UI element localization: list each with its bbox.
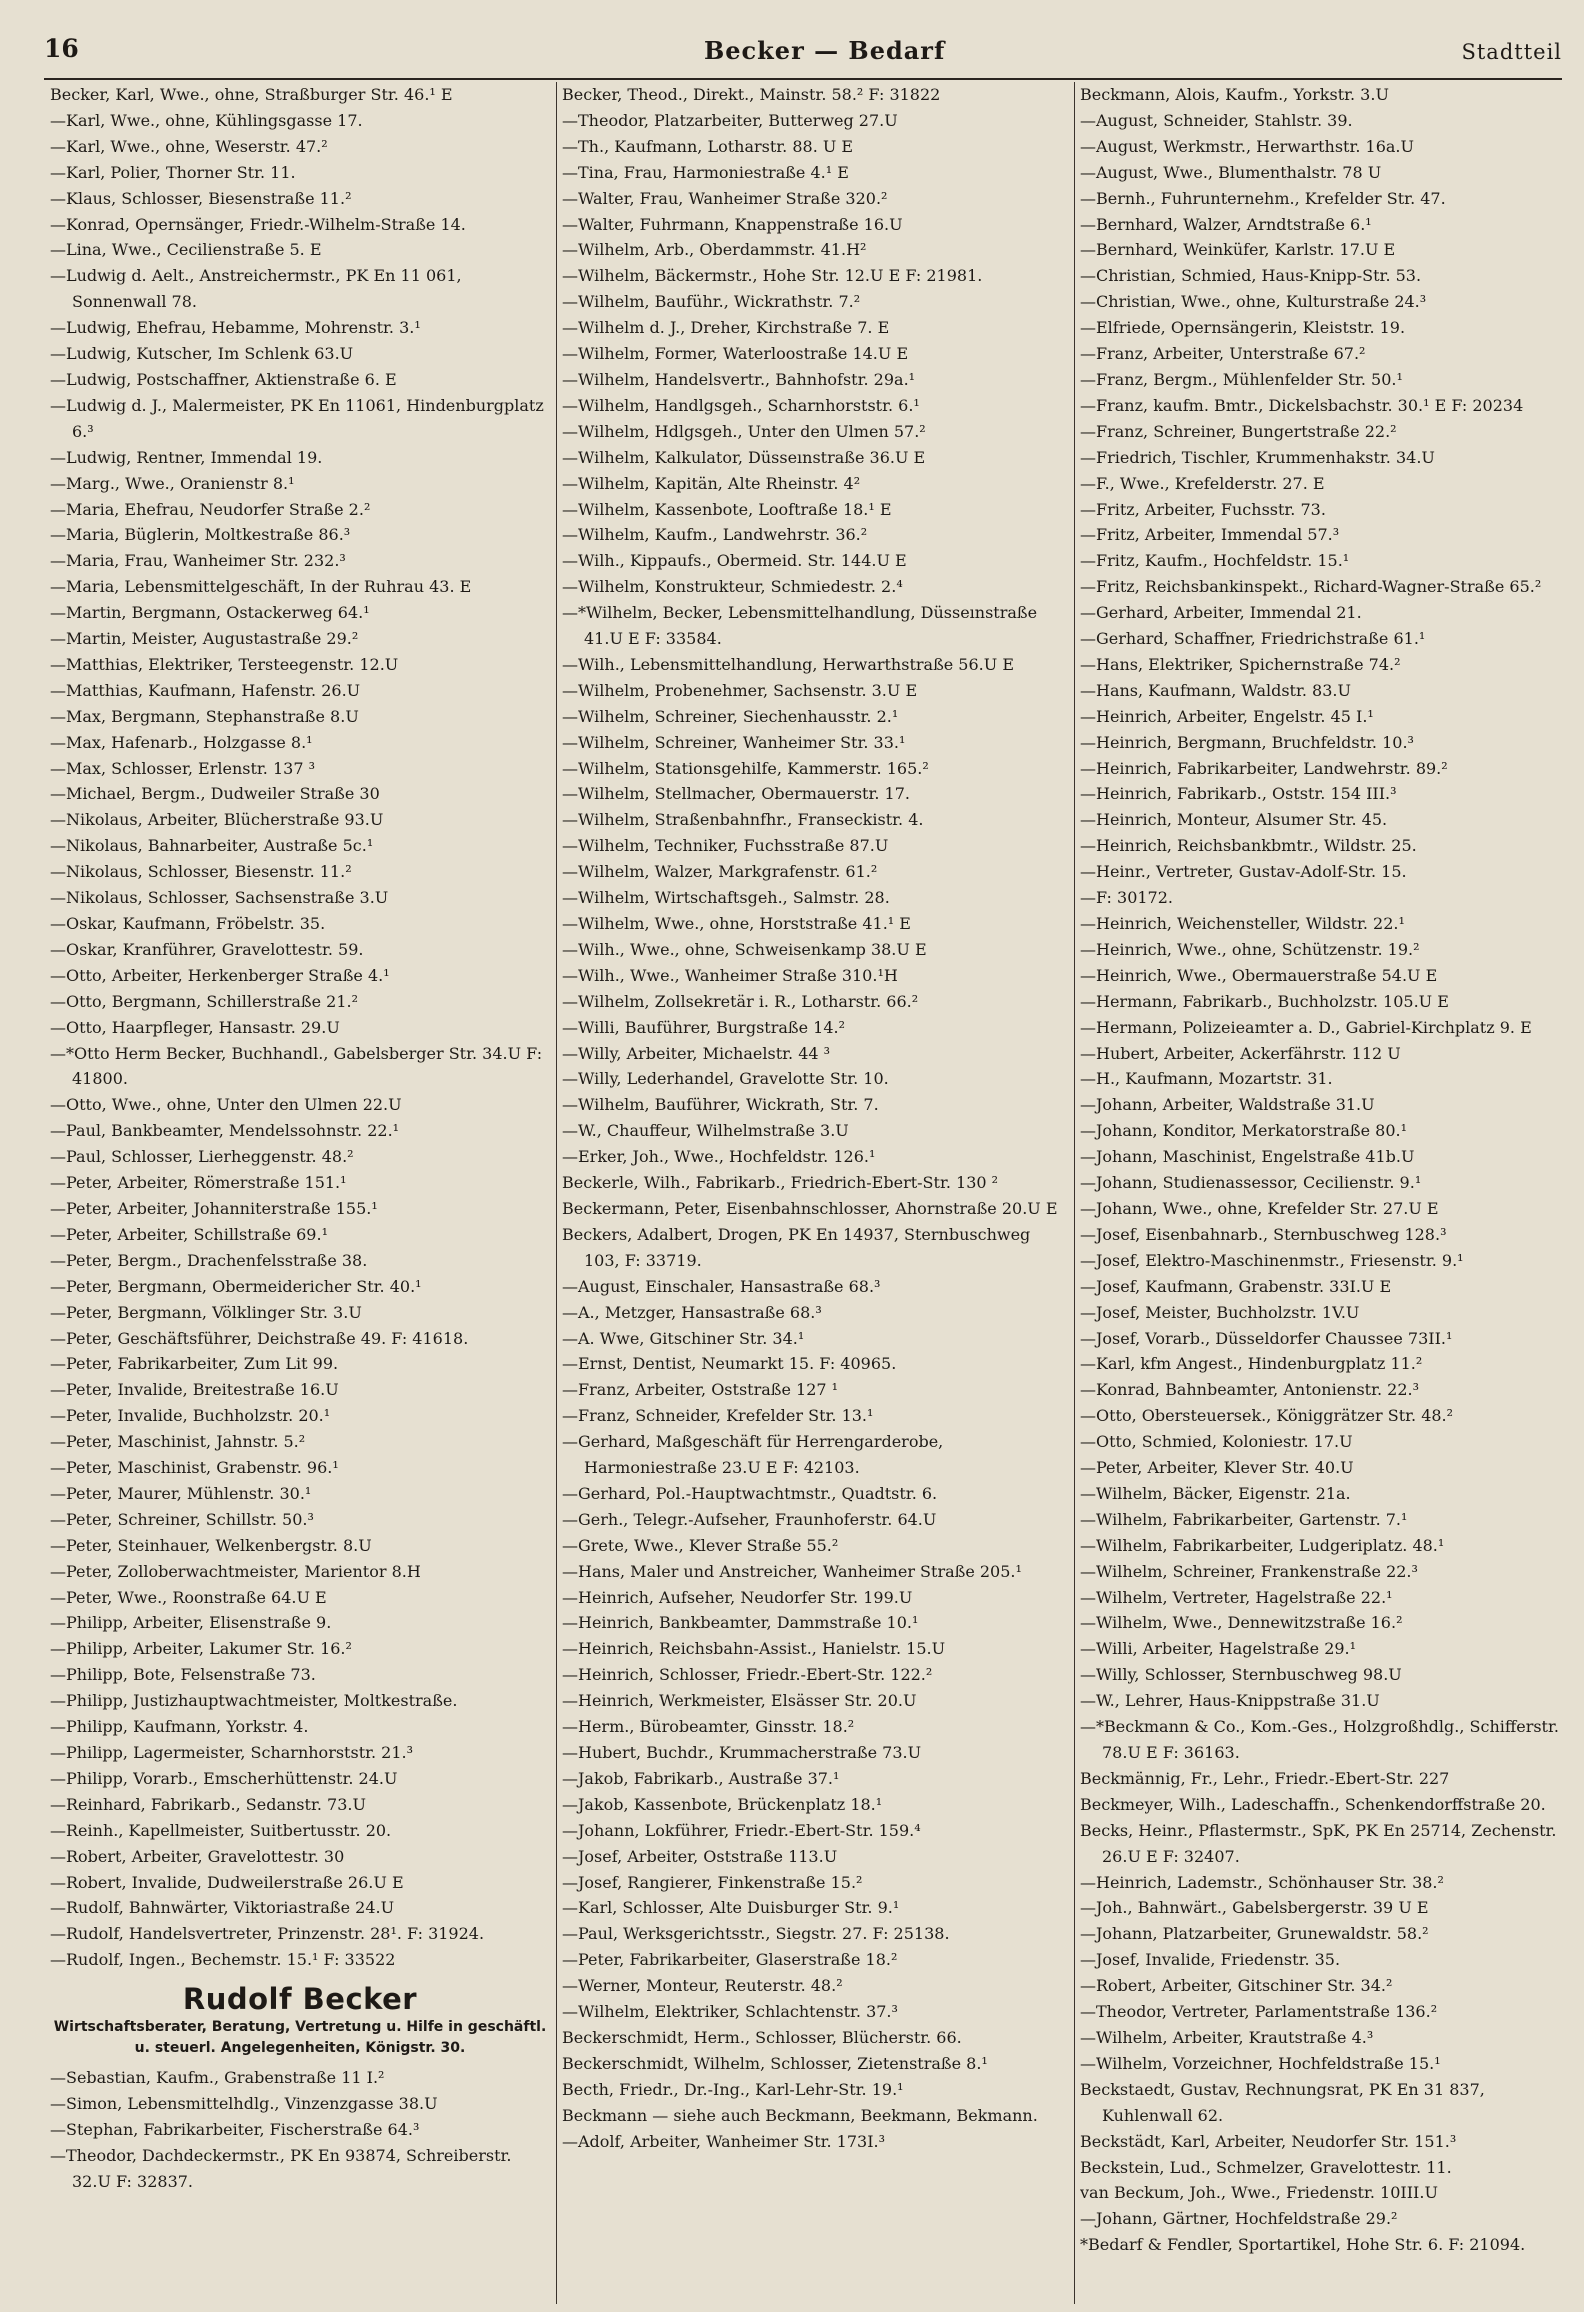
column-1 — [44, 82, 557, 2304]
directory-entry: —Gerhard, Arbeiter, Immendal 21. — [1080, 603, 1362, 623]
directory-entry: —Wilhelm, Walzer, Markgrafenstr. 61.² — [562, 862, 878, 882]
directory-entry: —Johann, Studienassessor, Cecilienstr. 9.¹ — [1080, 1173, 1422, 1193]
directory-entry: —Walter, Fuhrmann, Knappenstraße 16.U — [562, 214, 903, 234]
directory-entry: —Maria, Ehefrau, Neudorfer Straße 2.² — [50, 499, 371, 519]
directory-entry: —H., Kaufmann, Mozartstr. 31. — [1080, 1069, 1333, 1089]
directory-entry: —Philipp, Arbeiter, Lakumer Str. 16.² — [50, 1639, 352, 1659]
directory-entry: —Ludwig, Ehefrau, Hebamme, Mohrenstr. 3.¹ — [50, 318, 421, 338]
directory-entry: —Willi, Arbeiter, Hagelstraße 29.¹ — [1080, 1639, 1357, 1659]
directory-entry: —Erker, Joh., Wwe., Hochfeldstr. 126.¹ — [562, 1147, 876, 1167]
directory-entry: —Hermann, Fabrikarb., Buchholzstr. 105.U E — [1080, 991, 1449, 1011]
directory-entry: —Wilhelm, Arbeiter, Krautstraße 4.³ — [1080, 2027, 1374, 2047]
directory-entry: —Josef, Rangierer, Finkenstraße 15.² — [562, 1872, 863, 1892]
section-label: Stadtteil — [1461, 40, 1562, 64]
directory-entry: —Heinrich, Weichensteller, Wildstr. 22.¹ — [1080, 914, 1405, 933]
directory-entry: —Werner, Monteur, Reuterstr. 48.² — [562, 1976, 843, 1996]
directory-entry: —Michael, Bergm., Dudweiler Straße 30 — [50, 784, 380, 804]
directory-entry: —Franz, Arbeiter, Oststraße 127 ¹ — [562, 1380, 839, 1400]
directory-entry: —Reinh., Kapellmeister, Suitbertusstr. 20. — [50, 1820, 392, 1840]
directory-entry: —Peter, Maschinist, Jahnstr. 5.² — [50, 1432, 306, 1452]
directory-entry: —Simon, Lebensmittelhdlg., Vinzenzgasse 38.U — [50, 2094, 438, 2114]
directory-entry: Beckmeyer, Wilh., Ladeschaffn., Schenkendorffstraße 20. — [1080, 1794, 1546, 1814]
directory-entry: —Peter, Arbeiter, Römerstraße 151.¹ — [50, 1173, 347, 1193]
directory-entry: —Josef, Invalide, Friedenstr. 35. — [1080, 1950, 1341, 1970]
directory-entry: —Konrad, Opernsänger, Friedr.-Wilhelm-Straße 14. — [50, 214, 466, 234]
directory-entry: —Maria, Lebensmittelgeschäft, In der Ruhrau 43. E — [50, 577, 472, 597]
directory-entry: —W., Chauffeur, Wilhelmstraße 3.U — [562, 1121, 849, 1141]
directory-entry: Beckstädt, Karl, Arbeiter, Neudorfer Str. 151.³ — [1080, 2131, 1457, 2151]
directory-entry: Beckerschmidt, Wilhelm, Schlosser, Zietenstraße 8.¹ — [562, 2053, 988, 2073]
directory-entry: —Heinrich, Werkmeister, Elsässer Str. 20.U — [562, 1691, 917, 1711]
directory-entry: —Wilhelm, Bäckermstr., Hohe Str. 12.U E F: 21981. — [562, 266, 983, 286]
directory-entry: —Josef, Elektro-Maschinenmstr., Friesenstr. 9.¹ — [1080, 1250, 1464, 1270]
directory-entry: —Wilh., Wwe., Wanheimer Straße 310.¹H — [562, 965, 898, 985]
directory-entry: —Ludwig, Postschaffner, Aktienstraße 6. E — [50, 369, 397, 389]
directory-entry: —Otto, Wwe., ohne, Unter den Ulmen 22.U — [50, 1095, 402, 1115]
directory-entry: —Wilhelm, Kalkulator, Düsseınstraße 36.U E — [562, 447, 926, 467]
directory-entry: —Wilhelm, Straßenbahnfhr., Franseckistr. 4. — [562, 810, 924, 830]
page-header — [44, 34, 1562, 80]
directory-entry: —Peter, Invalide, Buchholzstr. 20.¹ — [50, 1406, 331, 1426]
directory-entry: —Theodor, Dachdeckermstr., PK En 93874, Schreiberstr. 32.U F: 32837. — [50, 2145, 512, 2191]
directory-entry: —Heinrich, Arbeiter, Engelstr. 45 I.¹ — [1080, 706, 1374, 726]
directory-entry: —A. Wwe, Gitschiner Str. 34.¹ — [562, 1328, 805, 1348]
directory-entry: —Johann, Konditor, Merkatorstraße 80.¹ — [1080, 1121, 1407, 1141]
directory-entry: —Franz, Schreiner, Bungertstraße 22.² — [1080, 421, 1397, 441]
directory-entry: —Ernst, Dentist, Neumarkt 15. F: 40965. — [562, 1354, 897, 1374]
directory-entry: —Wilhelm, Former, Waterloostraße 14.U E — [562, 344, 909, 364]
directory-entry: Beckstein, Lud., Schmelzer, Gravelottestr. 11. — [1080, 2157, 1452, 2177]
directory-entry: —Josef, Eisenbahnarb., Sternbuschweg 128.³ — [1080, 1224, 1447, 1244]
directory-entry: —Jakob, Fabrikarb., Austraße 37.¹ — [562, 1768, 840, 1788]
directory-entry: —Philipp, Bote, Felsenstraße 73. — [50, 1665, 316, 1685]
directory-entry: —August, Schneider, Stahlstr. 39. — [1080, 110, 1353, 130]
directory-entry: —Hermann, Polizeieamter a. D., Gabriel-Kirchplatz 9. E — [1080, 1017, 1532, 1037]
directory-entry: —Johann, Arbeiter, Waldstraße 31.U — [1080, 1095, 1375, 1115]
directory-entry: —F: 30172. — [1080, 888, 1173, 908]
directory-entry: —F., Wwe., Krefelderstr. 27. E — [1080, 473, 1325, 493]
directory-entry: —Karl, Wwe., ohne, Kühlingsgasse 17. — [50, 110, 363, 130]
directory-entry: —Otto, Haarpfleger, Hansastr. 29.U — [50, 1017, 340, 1037]
directory-entry: —Elfriede, Opernsängerin, Kleiststr. 19. — [1080, 318, 1406, 338]
directory-entry: —Philipp, Kaufmann, Yorkstr. 4. — [50, 1717, 309, 1737]
directory-entry: —Wilhelm, Vertreter, Hagelstraße 22.¹ — [1080, 1587, 1393, 1607]
directory-entry: —Fritz, Arbeiter, Fuchsstr. 73. — [1080, 499, 1326, 519]
directory-entry: —Martin, Meister, Augustastraße 29.² — [50, 629, 359, 649]
directory-entry: —Philipp, Justizhauptwachtmeister, Moltkestraße. — [50, 1691, 458, 1711]
directory-entry: —Ludwig, Kutscher, Im Schlenk 63.U — [50, 344, 354, 364]
directory-entry: Beckers, Adalbert, Drogen, PK En 14937, Sternbuschweg 103, F: 33719. — [562, 1224, 1031, 1270]
directory-entry: —Wilh., Kippaufs., Obermeid. Str. 144.U E — [562, 551, 907, 571]
directory-entry: —Joh., Bahnwärt., Gabelsbergerstr. 39 U E — [1080, 1898, 1429, 1918]
directory-entry: —Peter, Arbeiter, Schillstraße 69.¹ — [50, 1224, 328, 1244]
directory-entry: —Wilhelm, Kassenbote, Looftraße 18.¹ E — [562, 499, 892, 519]
directory-entry: —Ludwig d. J., Malermeister, PK En 11061, Hindenburgplatz 6.³ — [50, 395, 544, 441]
directory-entry: —Josef, Vorarb., Düsseldorfer Chaussee 73II.¹ — [1080, 1328, 1453, 1348]
directory-entry: —Wilhelm, Schreiner, Wanheimer Str. 33.¹ — [562, 732, 906, 752]
directory-entry: Beckmann — siehe auch Beckmann, Beekmann, Bekmann. — [562, 2105, 1038, 2125]
directory-entry: —Hans, Elektriker, Spichernstraße 74.² — [1080, 654, 1401, 674]
directory-entry: —Paul, Werksgerichtsstr., Siegstr. 27. F: 25138. — [562, 1924, 950, 1944]
directory-entry: —Peter, Bergm., Drachenfelsstraße 38. — [50, 1250, 368, 1270]
directory-entry: —Heinrich, Schlosser, Friedr.-Ebert-Str. 122.² — [562, 1665, 933, 1685]
directory-entry: Becker, Theod., Direkt., Mainstr. 58.² F: 31822 — [562, 85, 941, 104]
directory-entry: —*Wilhelm, Becker, Lebensmittelhandlung, Düsseınstraße 41.U E F: 33584. — [562, 603, 1038, 649]
directory-entry: Becth, Friedr., Dr.-Ing., Karl-Lehr-Str. 19.¹ — [562, 2079, 904, 2099]
directory-entry: —Johann, Lokführer, Friedr.-Ebert-Str. 159.⁴ — [562, 1820, 921, 1840]
directory-entry: —Philipp, Vorarb., Emscherhüttenstr. 24.U — [50, 1768, 398, 1788]
directory-entry: —Reinhard, Fabrikarb., Sedanstr. 73.U — [50, 1794, 366, 1814]
directory-entry: —Willy, Arbeiter, Michaelstr. 44 ³ — [562, 1043, 831, 1063]
directory-entry: —Gerhard, Schaffner, Friedrichstraße 61.¹ — [1080, 629, 1426, 649]
directory-entry: —Johann, Maschinist, Engelstraße 41b.U — [1080, 1147, 1415, 1167]
directory-entry: —Theodor, Platzarbeiter, Butterweg 27.U — [562, 110, 898, 130]
directory-entry: —Herm., Bürobeamter, Ginsstr. 18.² — [562, 1717, 855, 1737]
directory-entry: —Hubert, Arbeiter, Ackerfährstr. 112 U — [1080, 1043, 1401, 1063]
directory-entry: —Wilhelm, Schreiner, Frankenstraße 22.³ — [1080, 1561, 1418, 1581]
directory-entry: —Robert, Arbeiter, Gravelottestr. 30 — [50, 1846, 345, 1866]
directory-entry: —Otto, Arbeiter, Herkenberger Straße 4.¹ — [50, 965, 390, 985]
directory-entry: —Wilhelm, Kaufm., Landwehrstr. 36.² — [562, 525, 868, 545]
directory-entry: —Walter, Frau, Wanheimer Straße 320.² — [562, 188, 888, 208]
directory-entry: —Hubert, Buchdr., Krummacherstraße 73.U — [562, 1743, 922, 1762]
directory-entry: —August, Werkmstr., Herwarthstr. 16a.U — [1080, 136, 1414, 156]
directory-entry: —Franz, Schneider, Krefelder Str. 13.¹ — [562, 1406, 874, 1426]
directory-entry: —Wilhelm, Wwe., ohne, Horststraße 41.¹ E — [562, 914, 911, 933]
directory-entry: —*Beckmann & Co., Kom.-Ges., Holzgroßhdlg., Schifferstr. 78.U E F: 36163. — [1080, 1717, 1559, 1762]
directory-entry: —Robert, Invalide, Dudweilerstraße 26.U E — [50, 1872, 404, 1892]
directory-entry: —Johann, Platzarbeiter, Grunewaldstr. 58.² — [1080, 1924, 1429, 1944]
directory-entry: —Hans, Kaufmann, Waldstr. 83.U — [1080, 680, 1351, 700]
directory-entry: —Wilhelm, Fabrikarbeiter, Gartenstr. 7.¹ — [1080, 1509, 1408, 1529]
directory-entry: —Franz, Bergm., Mühlenfelder Str. 50.¹ — [1080, 369, 1403, 389]
directory-entry: Becks, Heinr., Pflastermstr., SpK, PK En 25714, Zechenstr. 26.U E F: 32407. — [1080, 1820, 1557, 1866]
directory-entry: —Heinrich, Wwe., ohne, Schützenstr. 19.² — [1080, 939, 1420, 959]
directory-entry: *Bedarf & Fendler, Sportartikel, Hohe Str. 6. F: 21094. — [1080, 2235, 1526, 2255]
directory-entry: —Peter, Schreiner, Schillstr. 50.³ — [50, 1509, 314, 1529]
directory-entry: —Wilhelm, Bauführer, Wickrath, Str. 7. — [562, 1095, 879, 1115]
columns-container — [44, 82, 1562, 2312]
directory-entry: —Wilh., Wwe., ohne, Schweisenkamp 38.U E — [562, 939, 927, 959]
directory-entry: —Paul, Schlosser, Lierheggenstr. 48.² — [50, 1147, 354, 1167]
directory-entry: Beckerschmidt, Herm., Schlosser, Blücherstr. 66. — [562, 2027, 962, 2047]
directory-entry: —Peter, Invalide, Breitestraße 16.U — [50, 1380, 339, 1400]
directory-entry: —W., Lehrer, Haus-Knippstraße 31.U — [1080, 1691, 1380, 1711]
directory-entry: —Oskar, Kaufmann, Fröbelstr. 35. — [50, 914, 326, 933]
ad-name: Rudolf Becker — [182, 1982, 418, 2017]
directory-entry: —Heinr., Vertreter, Gustav-Adolf-Str. 15. — [1080, 862, 1407, 882]
directory-entry: —A., Metzger, Hansastraße 68.³ — [562, 1302, 822, 1322]
directory-entry: —Lina, Wwe., Cecilienstraße 5. E — [50, 240, 322, 260]
directory-entry: —Heinrich, Wwe., Obermauerstraße 54.U E — [1080, 965, 1438, 985]
directory-entry: —Heinrich, Lademstr., Schönhauser Str. 38.² — [1080, 1872, 1444, 1892]
column-3 — [1074, 82, 1584, 2258]
directory-entry: —Willy, Schlosser, Sternbuschweg 98.U — [1080, 1665, 1402, 1685]
directory-entry: —Wilhelm, Wirtschaftsgeh., Salmstr. 28. — [562, 888, 890, 908]
directory-entry: —Wilhelm, Bauführ., Wickrathstr. 7.² — [562, 292, 861, 312]
directory-entry: —Peter, Bergmann, Obermeidericher Str. 40.¹ — [50, 1276, 422, 1296]
ad-description: Wirtschaftsberater, Beratung, Vertretung u. Hilfe in geschäftl. u. steuerl. Angelegenheiten, Königstr. 30. — [53, 2019, 547, 2057]
directory-entry: —Wilhelm, Techniker, Fuchsstraße 87.U — [562, 836, 889, 856]
column-2 — [556, 82, 1075, 2304]
directory-entry: —Heinrich, Reichsbahn-Assist., Hanielstr. 15.U — [562, 1639, 946, 1659]
directory-entry: —Peter, Bergmann, Völklinger Str. 3.U — [50, 1302, 362, 1322]
directory-entry: —Rudolf, Handelsvertreter, Prinzenstr. 28¹. F: 31924. — [50, 1924, 485, 1944]
directory-entry: —Fritz, Reichsbankinspekt., Richard-Wagner-Straße 65.² — [1080, 577, 1542, 597]
directory-entry: Beckermann, Peter, Eisenbahnschlosser, Ahornstraße 20.U E — [562, 1198, 1058, 1218]
directory-entry: —Oskar, Kranführer, Gravelottestr. 59. — [50, 939, 364, 959]
directory-entry: —Peter, Maurer, Mühlenstr. 30.¹ — [50, 1483, 312, 1503]
directory-entry: —Wilhelm, Stellmacher, Obermauerstr. 17. — [562, 784, 910, 804]
directory-entry: —Maria, Frau, Wanheimer Str. 232.³ — [50, 551, 346, 571]
directory-entry: —Jakob, Kassenbote, Brückenplatz 18.¹ — [562, 1794, 883, 1814]
directory-entry: —Bernhard, Weinküfer, Karlstr. 17.U E — [1080, 240, 1396, 260]
directory-entry: —Wilhelm, Wwe., Dennewitzstraße 16.² — [1080, 1613, 1403, 1633]
directory-entry: —Wilhelm, Arb., Oberdammstr. 41.H² — [562, 240, 867, 260]
directory-entry: —Sebastian, Kaufm., Grabenstraße 11 I.² — [50, 2068, 385, 2088]
directory-entry: Beckerle, Wilh., Fabrikarb., Friedrich-Ebert-Str. 130 ² — [562, 1173, 999, 1193]
directory-entry: —Peter, Zolloberwachtmeister, Marientor 8.H — [50, 1561, 421, 1581]
directory-entry: —Grete, Wwe., Klever Straße 55.² — [562, 1535, 839, 1555]
directory-entry: —Heinrich, Aufseher, Neudorfer Str. 199.U — [562, 1587, 913, 1607]
directory-entry: —Franz, kaufm. Bmtr., Dickelsbachstr. 30.¹ E F: 20234 — [1080, 395, 1524, 415]
directory-entry: —Johann, Wwe., ohne, Krefelder Str. 27.U E — [1080, 1198, 1439, 1218]
directory-entry: —Wilhelm, Konstrukteur, Schmiedestr. 2.⁴ — [562, 577, 903, 597]
directory-entry: —Konrad, Bahnbeamter, Antonienstr. 22.³ — [1080, 1380, 1420, 1400]
page-number: 16 — [44, 34, 79, 63]
directory-entry: —Peter, Arbeiter, Klever Str. 40.U — [1080, 1458, 1354, 1478]
directory-entry: —Th., Kaufmann, Lotharstr. 88. U E — [562, 136, 854, 156]
directory-entry: —Heinrich, Bankbeamter, Dammstraße 10.¹ — [562, 1613, 919, 1633]
directory-entry: —Max, Hafenarb., Holzgasse 8.¹ — [50, 732, 313, 752]
directory-entry: —Gerhard, Maßgeschäft für Herrengarderobe, Harmoniestraße 23.U E F: 42103. — [562, 1432, 944, 1478]
directory-entry: —Bernhard, Walzer, Arndtstraße 6.¹ — [1080, 214, 1372, 234]
directory-entry: —Gerhard, Pol.-Hauptwachtmstr., Quadtstr. 6. — [562, 1483, 938, 1503]
directory-entry: —Matthias, Elektriker, Tersteegenstr. 12.U — [50, 654, 399, 674]
directory-entry: —Otto, Schmied, Koloniestr. 17.U — [1080, 1432, 1353, 1452]
directory-entry: —Bernh., Fuhrunternehm., Krefelder Str. 47. — [1080, 188, 1446, 208]
directory-entry: —Karl, Schlosser, Alte Duisburger Str. 9.¹ — [562, 1898, 900, 1918]
directory-entry: —Peter, Fabrikarbeiter, Zum Lit 99. — [50, 1354, 339, 1374]
directory-entry: —Josef, Arbeiter, Oststraße 113.U — [562, 1846, 838, 1866]
directory-entry: —Wilhelm, Fabrikarbeiter, Ludgeriplatz. 48.¹ — [1080, 1535, 1445, 1555]
directory-entry: —Otto, Obersteuersek., Königgrätzer Str. 48.² — [1080, 1406, 1454, 1426]
directory-entry: —Hans, Maler und Anstreicher, Wanheimer Straße 205.¹ — [562, 1561, 1022, 1581]
directory-entry: —Heinrich, Reichsbankbmtr., Wildstr. 25. — [1080, 836, 1417, 856]
directory-entry: —Wilhelm, Kapitän, Alte Rheinstr. 4² — [562, 473, 861, 493]
directory-entry: —Max, Schlosser, Erlenstr. 137 ³ — [50, 758, 316, 778]
directory-entry: —Nikolaus, Schlosser, Sachsenstraße 3.U — [50, 888, 389, 908]
directory-entry: —Gerh., Telegr.-Aufseher, Fraunhoferstr. 64.U — [562, 1509, 937, 1529]
directory-entry: —Fritz, Arbeiter, Immendal 57.³ — [1080, 525, 1340, 545]
directory-entry: —Karl, Wwe., ohne, Weserstr. 47.² — [50, 136, 328, 156]
directory-entry: —Nikolaus, Arbeiter, Blücherstraße 93.U — [50, 810, 384, 830]
directory-entry: —Wilhelm, Handlgsgeh., Scharnhorststr. 6.¹ — [562, 395, 920, 415]
directory-entry: —Peter, Maschinist, Grabenstr. 96.¹ — [50, 1458, 339, 1478]
directory-entry: —Ludwig d. Aelt., Anstreichermstr., PK En 11 061, Sonnenwall 78. — [50, 266, 462, 312]
directory-entry: —Wilhelm, Stationsgehilfe, Kammerstr. 165.² — [562, 758, 929, 778]
directory-entry: —Peter, Steinhauer, Welkenbergstr. 8.U — [50, 1535, 372, 1555]
directory-entry: —Martin, Bergmann, Ostackerweg 64.¹ — [50, 603, 370, 623]
directory-entry: —Karl, Polier, Thorner Str. 11. — [50, 162, 296, 182]
directory-entry: —Willy, Lederhandel, Gravelotte Str. 10. — [562, 1069, 889, 1089]
directory-entry: —Peter, Arbeiter, Johanniterstraße 155.¹ — [50, 1198, 378, 1218]
directory-entry: —Johann, Gärtner, Hochfeldstraße 29.² — [1080, 2209, 1398, 2229]
directory-entry: —Friedrich, Tischler, Krummenhakstr. 34.U — [1080, 447, 1435, 467]
directory-entry: —*Otto Herm Becker, Buchhandl., Gabelsberger Str. 34.U F: 41800. — [50, 1043, 543, 1089]
directory-entry: —Matthias, Kaufmann, Hafenstr. 26.U — [50, 680, 361, 700]
directory-entry: —Max, Bergmann, Stephanstraße 8.U — [50, 706, 359, 726]
directory-entry: —Klaus, Schlosser, Biesenstraße 11.² — [50, 188, 352, 208]
directory-entry: —Philipp, Lagermeister, Scharnhorststr. 21.³ — [50, 1743, 414, 1762]
directory-entry: —Josef, Meister, Buchholzstr. 1V.U — [1080, 1302, 1360, 1322]
advertisement-box — [50, 1981, 550, 2059]
directory-entry: —Marg., Wwe., Oranienstr 8.¹ — [50, 473, 295, 493]
directory-entry: —Maria, Büglerin, Moltkestraße 86.³ — [50, 525, 351, 545]
directory-entry: —Rudolf, Bahnwärter, Viktoriastraße 24.U — [50, 1898, 395, 1918]
directory-entry: —Stephan, Fabrikarbeiter, Fischerstraße 64.³ — [50, 2119, 420, 2139]
directory-entry: Becker, Karl, Wwe., ohne, Straßburger Str. 46.¹ E — [50, 85, 453, 104]
directory-entry: —Heinrich, Fabrikarbeiter, Landwehrstr. 89.² — [1080, 758, 1448, 778]
directory-entry: —Wilhelm, Bäcker, Eigenstr. 21a. — [1080, 1483, 1351, 1503]
directory-entry: —Heinrich, Bergmann, Bruchfeldstr. 10.³ — [1080, 732, 1414, 752]
directory-entry: —Nikolaus, Bahnarbeiter, Austraße 5c.¹ — [50, 836, 374, 856]
directory-entry: —Robert, Arbeiter, Gitschiner Str. 34.² — [1080, 1976, 1393, 1996]
directory-entry: —Willi, Bauführer, Burgstraße 14.² — [562, 1017, 845, 1037]
directory-entry: —Wilhelm, Handelsvertr., Bahnhofstr. 29a.¹ — [562, 369, 916, 389]
directory-entry: Beckmann, Alois, Kaufm., Yorkstr. 3.U — [1080, 85, 1389, 104]
directory-entry: —Christian, Schmied, Haus-Knipp-Str. 53. — [1080, 266, 1422, 286]
directory-entry: —Peter, Geschäftsführer, Deichstraße 49. F: 41618. — [50, 1328, 469, 1348]
directory-entry: —Wilh., Lebensmittelhandlung, Herwarthstraße 56.U E — [562, 654, 1014, 674]
directory-entry: —Wilhelm, Probenehmer, Sachsenstr. 3.U E — [562, 680, 918, 700]
directory-entry: —Josef, Kaufmann, Grabenstr. 33I.U E — [1080, 1276, 1392, 1296]
directory-entry: —Franz, Arbeiter, Unterstraße 67.² — [1080, 344, 1366, 364]
directory-entry: —Wilhelm d. J., Dreher, Kirchstraße 7. E — [562, 318, 890, 338]
directory-entry: —Tina, Frau, Harmoniestraße 4.¹ E — [562, 162, 849, 182]
directory-entry: —Wilhelm, Hdlgsgeh., Unter den Ulmen 57.² — [562, 421, 926, 441]
directory-entry: —Paul, Bankbeamter, Mendelssohnstr. 22.¹ — [50, 1121, 400, 1141]
directory-entry: —Wilhelm, Vorzeichner, Hochfeldstraße 15.¹ — [1080, 2053, 1441, 2073]
directory-entry: —Philipp, Arbeiter, Elisenstraße 9. — [50, 1613, 332, 1633]
directory-entry: —Karl, kfm Angest., Hindenburgplatz 11.² — [1080, 1354, 1423, 1374]
directory-entry: —Rudolf, Ingen., Bechemstr. 15.¹ F: 33522 — [50, 1950, 396, 1970]
directory-entry: —Adolf, Arbeiter, Wanheimer Str. 173I.³ — [562, 2131, 886, 2151]
directory-entry: —Wilhelm, Zollsekretär i. R., Lotharstr. 66.² — [562, 991, 919, 1011]
directory-entry: —Fritz, Kaufm., Hochfeldstr. 15.¹ — [1080, 551, 1350, 571]
directory-entry: —Peter, Fabrikarbeiter, Glaserstraße 18.² — [562, 1950, 898, 1970]
directory-entry: —August, Wwe., Blumenthalstr. 78 U — [1080, 162, 1382, 182]
page-title: Becker — Bedarf — [704, 36, 946, 65]
directory-entry: —Ludwig, Rentner, Immendal 19. — [50, 447, 323, 467]
directory-entry: —Heinrich, Fabrikarb., Oststr. 154 III.³ — [1080, 784, 1397, 804]
directory-entry: —Peter, Wwe., Roonstraße 64.U E — [50, 1587, 327, 1607]
directory-entry: van Beckum, Joh., Wwe., Friedenstr. 10III.U — [1080, 2183, 1438, 2203]
directory-entry: —Wilhelm, Schreiner, Siechenhausstr. 2.¹ — [562, 706, 899, 726]
directory-entry: —August, Einschaler, Hansastraße 68.³ — [562, 1276, 881, 1296]
directory-entry: Beckmännig, Fr., Lehr., Friedr.-Ebert-Str. 227 — [1080, 1768, 1450, 1788]
directory-entry: —Christian, Wwe., ohne, Kulturstraße 24.³ — [1080, 292, 1427, 312]
directory-entry: —Heinrich, Monteur, Alsumer Str. 45. — [1080, 810, 1388, 830]
directory-entry: —Wilhelm, Elektriker, Schlachtenstr. 37.³ — [562, 2002, 898, 2022]
directory-entry: —Otto, Bergmann, Schillerstraße 21.² — [50, 991, 359, 1011]
directory-entry: —Theodor, Vertreter, Parlamentstraße 136.² — [1080, 2002, 1438, 2022]
directory-entry: —Nikolaus, Schlosser, Biesenstr. 11.² — [50, 862, 352, 882]
directory-entry: Beckstaedt, Gustav, Rechnungsrat, PK En 31 837, Kuhlenwall 62. — [1080, 2079, 1485, 2125]
